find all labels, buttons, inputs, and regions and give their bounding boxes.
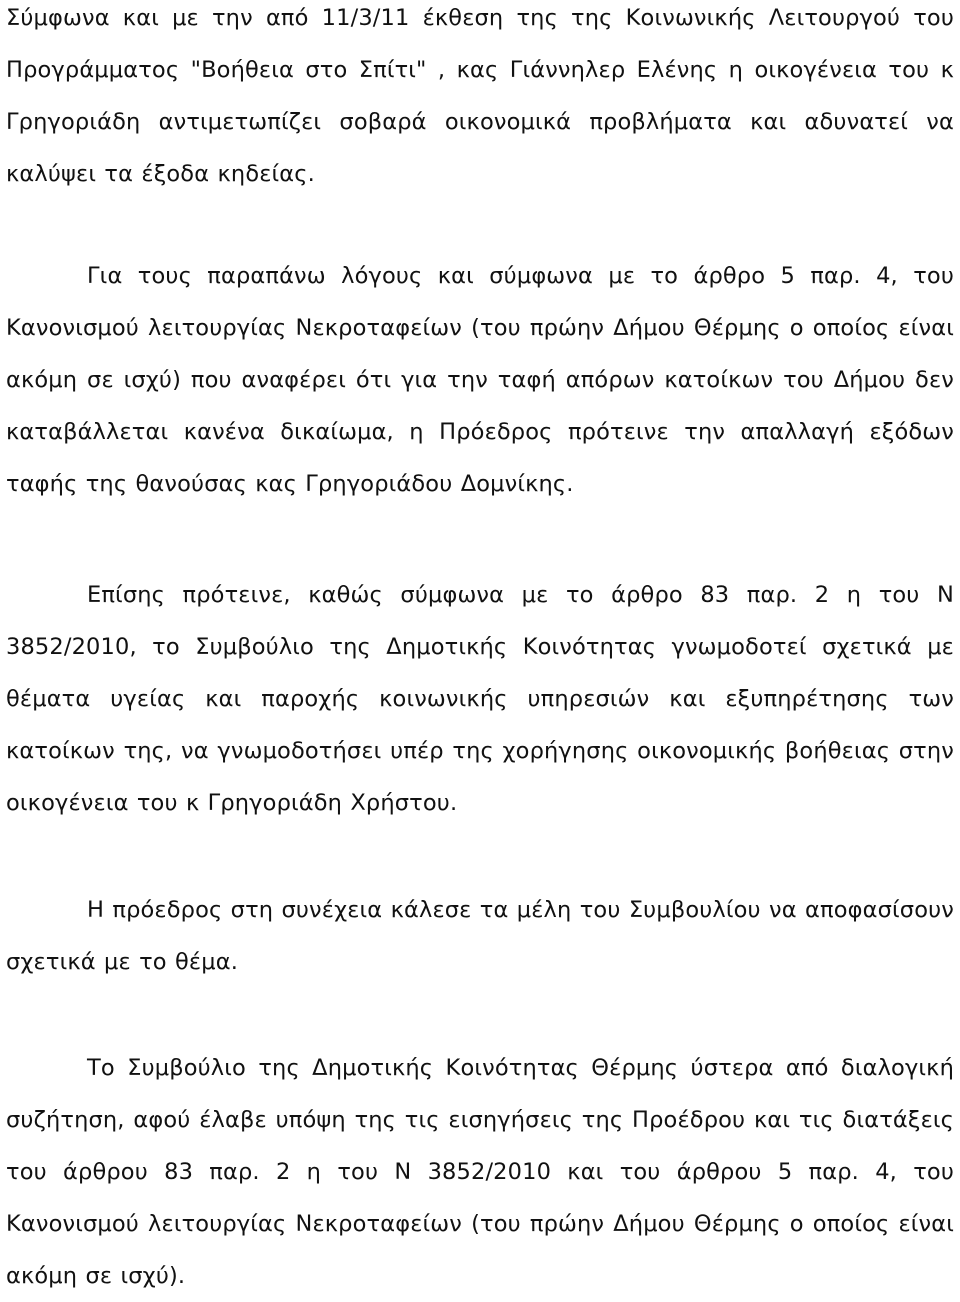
paragraph-council-decision: Το Συμβούλιο της Δημοτικής Κοινότητας Θέρμης ύστερα από διαλογική συζήτηση, αφού έλαβε υπόψη της τις εισηγήσεις της Προέδρου και τις διατάξεις του άρθρου 83 παρ. 2 η του Ν 3852/2010 και του άρθρου 5 παρ. 4, του Κανονισμού λειτουργίας Νεκροταφείων (του πρώην Δήμου Θέρμης ο οποίος είναι ακόμη σε ισχύ).: [6, 1055, 954, 1289]
paragraph-call-to-vote: Η πρόεδρος στη συνέχεια κάλεσε τα μέλη του Συμβουλίου να αποφασίσουν σχετικά με το θέμα.: [6, 897, 954, 975]
paragraph-financial-aid-proposal: Επίσης πρότεινε, καθώς σύμφωνα με το άρθρο 83 παρ. 2 η του Ν 3852/2010, το Συμβούλιο της Δημοτικής Κοινότητας γνωμοδοτεί σχετικά με θέματα υγείας και παροχής κοινωνικής υπηρεσιών και εξυπηρέτησης των κατοίκων της, να γνωμοδοτήσει υπέρ της χορήγησης οικονομικής βοήθειας στην οικογένεια του κ Γρηγοριάδη Χρήστου.: [6, 582, 954, 816]
paragraph-burial-fee-exemption: Για τους παραπάνω λόγους και σύμφωνα με το άρθρο 5 παρ. 4, του Κανονισμού λειτουργίας Νεκροταφείων (του πρώην Δήμου Θέρμης ο οποίος είναι ακόμη σε ισχύ) που αναφέρει ότι για την ταφή απόρων κατοίκων του Δήμου δεν καταβάλλεται κανένα δικαίωμα, η Πρόεδρος πρότεινε την απαλλαγή εξόδων ταφής της θανούσας κας Γρηγοριάδου Δομνίκης.: [6, 263, 954, 497]
paragraph-report-summary: Σύμφωνα και με την από 11/3/11 έκθεση της της Κοινωνικής Λειτουργού του Προγράμματος "Βοήθεια στο Σπίτι" , κας Γιάννηλερ Ελένης η οικογένεια του κ Γρηγοριάδη αντιμετωπίζει σοβαρά οικονομικά προβλήματα και αδυνατεί να καλύψει τα έξοδα κηδείας.: [6, 5, 954, 187]
